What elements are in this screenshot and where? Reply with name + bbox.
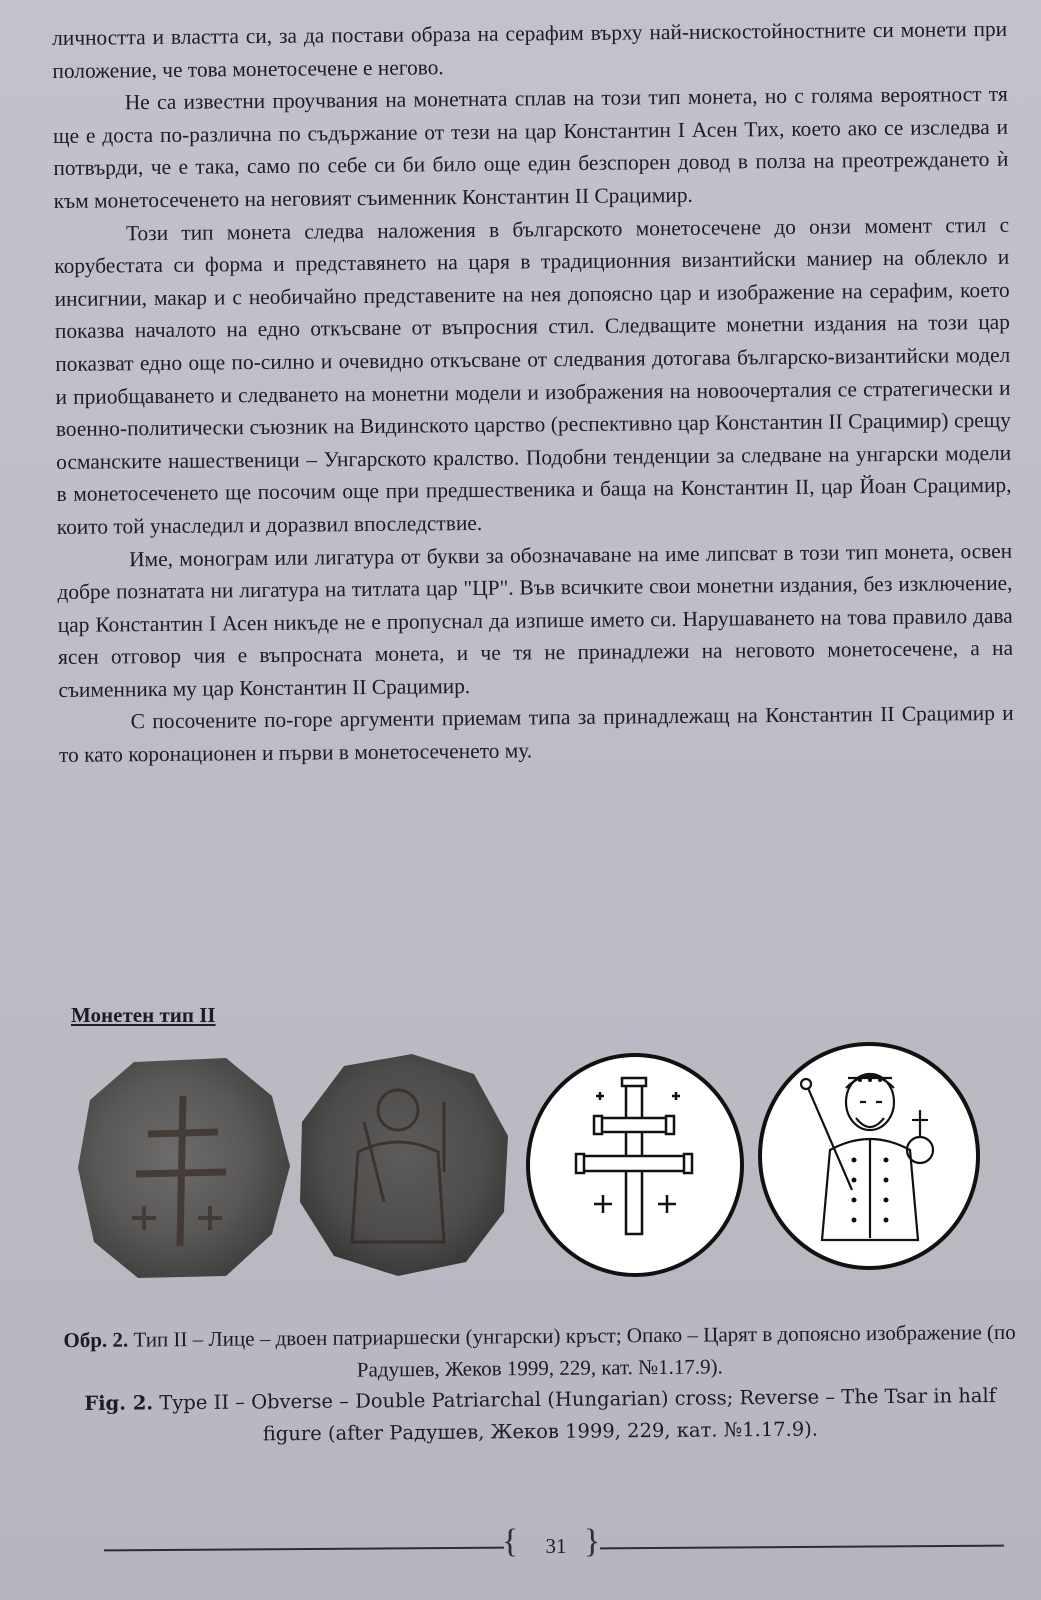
figure-caption (59, 1316, 1020, 1452)
coin-reverse-photo (294, 1052, 514, 1278)
section-title: Монетен тип II (71, 1003, 216, 1027)
caption-bg-label: Обр. 2. (63, 1327, 129, 1353)
right-brace-icon: } (584, 1523, 601, 1560)
coin-obverse-photo (76, 1056, 291, 1280)
body-text (52, 13, 1014, 772)
paragraph-3: Този тип монета следва наложения в българското монетосечене до онзи момент стил с корубестата си форма и представянето на царя в традиционния византийски маниер на облекло и инсигнии, макар и с необичайно представените на нея допоясно цар и изображение на серафим, което показва началото на едно откъсване от въпросния стил. Следващите монетни издания на този цар показват едно още по-силно и очевидно откъсване от следвания дотогава българско-византийски модел и приобщаването и следването на монетни модели и изображения на новоочерталия се стратегически и военно-политически съюзник на Видинското царство (респективно цар Константин II Срацимир) срещу османските нашественици – Унгарското кралство. Подобни тенденции за следване на унгарски модели в монетосеченето ще посочим още при предшественика и баща на Константин II, цар Йоан Срацимир, които той унаследил и доразвил впоследствие. (54, 212, 1012, 539)
paragraph-1: личността и властта си, за да постави образа на серафим върху най-нискостойностните си монети при положение, че това монетосечене е негово. (52, 16, 1008, 83)
footer-rule-right (600, 1545, 1004, 1550)
left-brace-icon: { (502, 1523, 519, 1560)
coin-obverse-drawing (524, 1052, 746, 1278)
footer-rule-left (104, 1547, 504, 1552)
paragraph-4: Име, монограм или лигатура от букви за обозначаване на име липсват в този тип монета, освен добре познатата ни лигатура на титлата цар "ЦР". Във всичките свои монетни издания, без изключение, цар Константин I Асен никъде не е пропуснал да изпише името си. Нарушаването на това правило дава ясен отговор чия е въпросната монета, и че тя не принадлежи на неговото монетосечене, а на съименника му цар Константин II Срацимир. (57, 538, 1014, 702)
caption-en-label: Fig. 2. (84, 1391, 154, 1415)
caption-bg-text: Тип II – Лице – двоен патриаршески (унгарски) кръст; Опако – Царят в допоясно изображение (по Радушев, Жеков 1999, 229, кат. №1.17.9). (128, 1319, 1016, 1382)
paragraph-5: С посочените по-горе аргументи приемам типа за принадлежащ на Константин II Срацимир и то като коронационен и първи в монетосеченето му. (58, 701, 1014, 768)
coin-figures (76, 1052, 1006, 1292)
caption-en-text: Type II – Obverse – Double Patriarchal (Hungarian) cross; Reverse – The Tsar in half figure (after Радушев, Жеков 1999, 229, кат. №1.17.9). (153, 1384, 997, 1446)
paragraph-2: Не са известни проучвания на монетната сплав на този тип монета, но с голяма вероятност тя ще е доста по-различна по съдържание от тези на цар Константин I Асен Тих, което ако се изследва и потвърди, че е така, само по себе си би било още един безспорен довод в полза на преотреждането ѝ към монетосеченето на неговият съименник Константин II Срацимир. (52, 82, 1009, 213)
coin-reverse-drawing (756, 1040, 982, 1272)
page-footer (104, 1520, 1004, 1568)
caption-en (60, 1380, 1021, 1452)
caption-bg (59, 1316, 1020, 1388)
page-number: 31 (545, 1534, 567, 1558)
